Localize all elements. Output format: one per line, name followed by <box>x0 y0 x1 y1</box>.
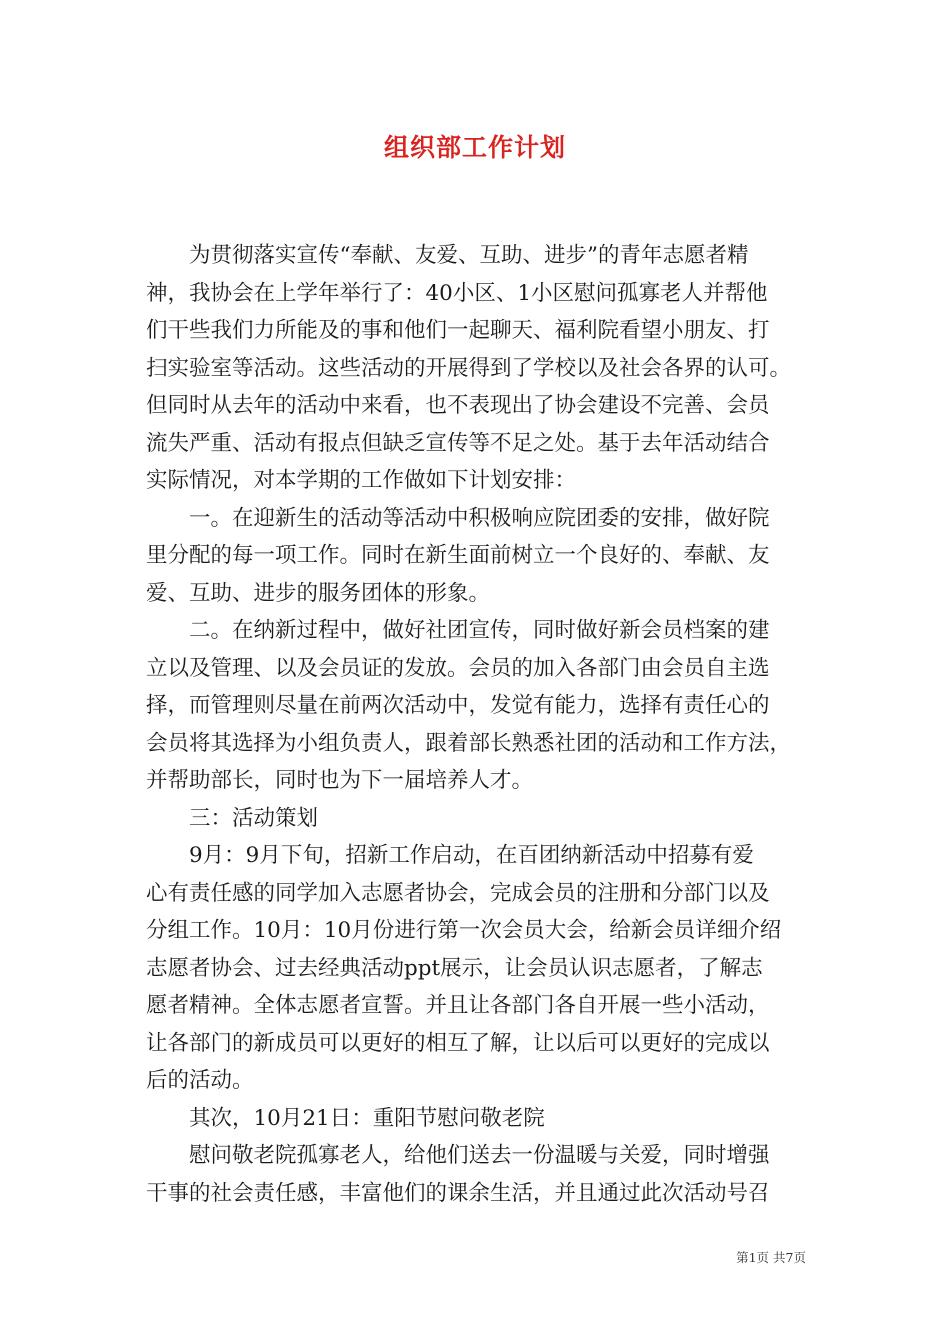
body-line: 里分配的每一项工作。同时在新生面前树立一个良好的、奉献、友 <box>146 543 770 568</box>
body-line: 爱、互助、进步的服务团体的形象。 <box>146 580 491 606</box>
body-line: 但同时从去年的活动中来看，也不表现出了协会建设不完善、会员 <box>146 393 770 418</box>
body-line: 心有责任感的同学加入志愿者协会，完成会员的注册和分部门以及 <box>146 880 770 906</box>
body-line: 志愿者协会、过去经典活动ppt展示，让会员认识志愿者，了解志 <box>146 955 763 981</box>
page-number: 第1页 共7页 <box>736 1250 806 1265</box>
body-line: 分组工作。10月：10月份进行第一次会员大会，给新会员详细介绍 <box>146 918 782 943</box>
body-line: 愿者精神。全体志愿者宣誓。并且让各部门各自开展一些小活动， <box>146 993 770 1018</box>
document-body <box>146 237 806 1212</box>
body-line: 二。在纳新过程中，做好社团宣传，同时做好新会员档案的建 <box>189 618 770 643</box>
body-line: 流失严重、活动有报点但缺乏宣传等不足之处。基于去年活动结合 <box>146 430 770 456</box>
body-line: 干事的社会责任感，丰富他们的课余生活，并且通过此次活动号召 <box>146 1180 770 1206</box>
body-line: 并帮助部长，同时也为下一届培养人才。 <box>146 768 534 793</box>
body-line: 9月：9月下旬，招新工作启动，在百团纳新活动中招募有爱 <box>189 843 754 868</box>
body-line: 其次，10月21日：重阳节慰问敬老院 <box>189 1105 545 1131</box>
body-line: 扫实验室等活动。这些活动的开展得到了学校以及社会各界的认可。 <box>146 355 792 381</box>
body-line: 实际情况，对本学期的工作做如下计划安排： <box>146 468 577 493</box>
section-heading: 三：活动策划 <box>189 805 319 831</box>
body-line: 慰问敬老院孤寡老人，给他们送去一份温暖与关爱，同时增强 <box>189 1143 770 1168</box>
body-line: 后的活动。 <box>146 1068 254 1093</box>
body-line: 立以及管理、以及会员证的发放。会员的加入各部门由会员自主选 <box>146 655 770 681</box>
body-line: 为贯彻落实宣传“奉献、友爱、互助、进步”的青年志愿者精 <box>189 243 749 268</box>
body-line: 一。在迎新生的活动等活动中积极响应院团委的安排，做好院 <box>189 505 770 531</box>
body-line: 神，我协会在上学年举行了：40小区、1小区慰问孤寡老人并帮他 <box>146 280 768 306</box>
body-line: 会员将其选择为小组负责人，跟着部长熟悉社团的活动和工作方法， <box>146 730 792 756</box>
body-line: 择，而管理则尽量在前两次活动中，发觉有能力，选择有责任心的 <box>146 693 770 718</box>
body-line: 让各部门的新成员可以更好的相互了解，让以后可以更好的完成以 <box>146 1030 770 1056</box>
document-title: 组织部工作计划 <box>383 133 566 162</box>
body-line: 们干些我们力所能及的事和他们一起聊天、福利院看望小朋友、打 <box>146 318 770 343</box>
